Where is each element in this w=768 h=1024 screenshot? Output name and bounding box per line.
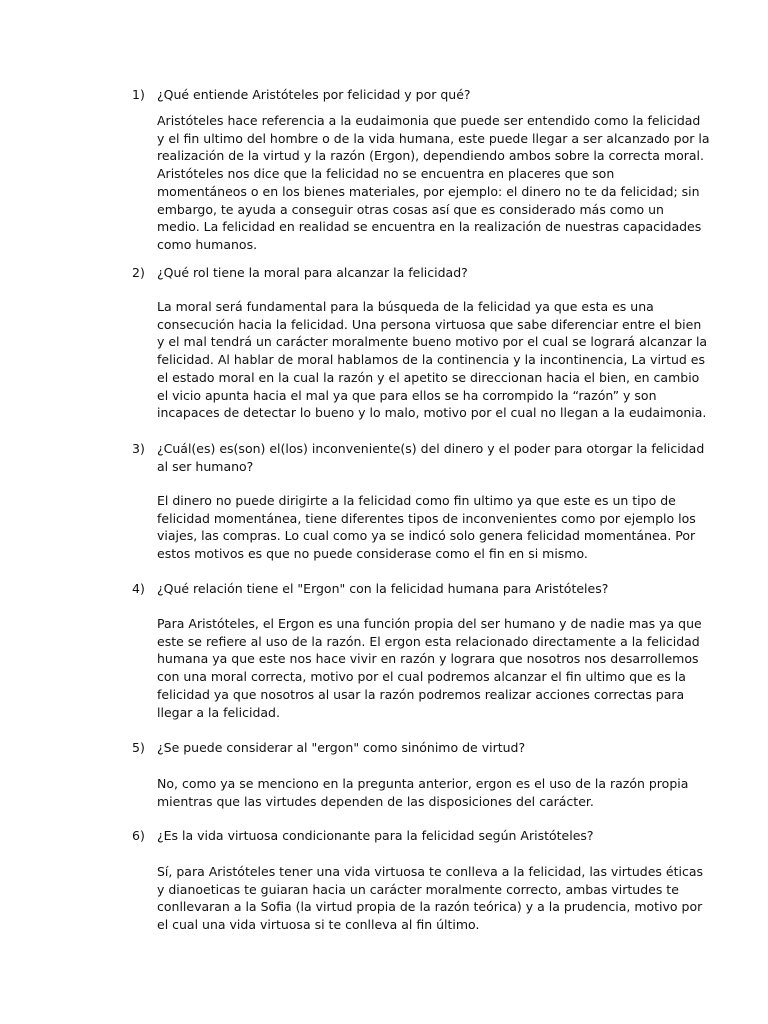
question-text: ¿Qué relación tiene el "Ergon" con la felicidad humana para Aristóteles? <box>157 581 609 596</box>
question-row <box>0 440 768 476</box>
question-text: ¿Qué entiende Aristóteles por felicidad y por qué? <box>157 87 471 102</box>
answer-line: Sí, para Aristóteles tener una vida virtuosa te conlleva a la felicidad, las virtudes éticas <box>157 864 703 879</box>
question-number: 2) <box>132 265 145 280</box>
answer-line: felicidad momentánea, tiene diferentes tipos de inconvenientes como por ejemplo los <box>157 510 696 526</box>
answer-line: La moral será fundamental para la búsqueda de la felicidad ya que esta es una <box>157 299 654 314</box>
answer-line: medio. La felicidad en realidad se encuentra en la realización de nuestras capacidades <box>157 219 702 235</box>
answer-line: humana ya que este nos hace vivir en razón y lograra que nosotros nos desarrollemos <box>157 651 699 667</box>
answer-line: con una moral correcta, motivo por el cual podremos alcanzar el fin ultimo que es la <box>157 669 686 685</box>
answer-line: El dinero no puede dirigirte a la felicidad como fin ultimo ya que este es un tipo de <box>157 493 676 508</box>
answer-line: embargo, te ayuda a conseguir otras cosas así que es considerado más como un <box>157 201 664 217</box>
question-text: ¿Qué rol tiene la moral para alcanzar la felicidad? <box>157 265 468 280</box>
question-number: 1) <box>132 87 145 102</box>
answer-line: y dianoeticas te guiaran hacia un carácter moralmente correcto, ambas virtudes te <box>157 881 679 897</box>
answer-line: Para Aristóteles, el Ergon es una función propia del ser humano y de nadie mas ya que <box>157 616 702 631</box>
question-block-1 <box>0 86 768 252</box>
answer-line: felicidad ya que nosotros al usar la razón podremos realizar acciones correctas para <box>157 686 685 702</box>
answer-paragraph <box>157 298 708 422</box>
answer-paragraph <box>157 615 702 721</box>
answer-line: momentáneos o en los bienes materiales, por ejemplo: el dinero no te da felicidad; sin <box>157 183 700 199</box>
answer-line: felicidad. Al hablar de moral hablamos de la continencia y la incontinencia, La virtud es <box>157 352 705 368</box>
answer-line: incapaces de detectar lo bueno y lo malo, motivo por el cual no llegan a la eudaimonia. <box>157 405 707 421</box>
answer-line: llegar a la felicidad. <box>157 704 280 720</box>
answer-line: consecución hacia la felicidad. Una persona virtuosa que sabe diferenciar entre el bien <box>157 316 702 332</box>
answer-line: y el mal tendrá un carácter moralmente bueno motivo por el cual se logrará alcanzar la <box>157 334 708 350</box>
answer-paragraph <box>157 775 689 810</box>
question-block-5 <box>0 739 768 809</box>
answer-line: viajes, las compras. Lo cual como ya se indicó solo genera felicidad momentánea. Por <box>157 528 696 544</box>
question-text: ¿Es la vida virtuosa condicionante para la felicidad según Aristóteles? <box>157 828 594 843</box>
answer-line: mientras que las virtudes dependen de las disposiciones del carácter. <box>157 793 594 809</box>
question-row <box>0 580 768 598</box>
question-number: 3) <box>132 441 145 456</box>
question-block-2 <box>0 264 768 421</box>
question-row <box>0 86 768 104</box>
question-block-6 <box>0 827 768 933</box>
answer-line: realización de la virtud y la razón (Ergon), dependiendo ambos sobre la correcta moral. <box>157 148 704 164</box>
answer-line: el estado moral en la cual la razón y el apetito se direccionan hacia el bien, en cambio <box>157 369 700 385</box>
question-text <box>157 440 705 476</box>
answer-paragraph <box>157 112 710 254</box>
question-line: ¿Cuál(es) es(son) el(los) inconveniente(s) del dinero y el poder para otorgar la felicidad <box>157 441 705 456</box>
answer-line: Aristóteles hace referencia a la eudaimonia que puede ser entendido como la felicidad <box>157 113 701 128</box>
answer-line: como humanos. <box>157 236 258 252</box>
answer-line: No, como ya se menciono en la pregunta anterior, ergon es el uso de la razón propia <box>157 776 689 791</box>
question-number: 6) <box>132 828 145 843</box>
question-block-3 <box>0 440 768 562</box>
answer-line: el vicio apunta hacia el mal ya que para ellos se ha corrompido la “razón” y son <box>157 387 657 403</box>
question-row <box>0 827 768 845</box>
question-number: 5) <box>132 740 145 755</box>
question-row <box>0 264 768 282</box>
answer-line: el cual una vida virtuosa si te conlleva al fin último. <box>157 917 480 933</box>
question-number: 4) <box>132 581 145 596</box>
question-block-4 <box>0 580 768 720</box>
question-line: al ser humano? <box>157 459 254 474</box>
answer-line: este se refiere al uso de la razón. El ergon esta relacionado directamente a la felicidad <box>157 633 700 649</box>
answer-line: conllevaran a la Sofia (la virtud propia de la razón teórica) y a la prudencia, motivo por <box>157 899 703 915</box>
question-row <box>0 739 768 757</box>
question-text: ¿Se puede considerar al "ergon" como sinónimo de virtud? <box>157 740 526 755</box>
answer-paragraph <box>157 492 696 563</box>
answer-line: y el fin ultimo del hombre o de la vida humana, este puede llegar a ser alcanzado por la <box>157 130 710 146</box>
answer-line: estos motivos es que no puede considerase como el fin en si mismo. <box>157 546 588 562</box>
answer-paragraph <box>157 863 703 934</box>
answer-line: Aristóteles nos dice que la felicidad no se encuentra en placeres que son <box>157 166 615 182</box>
